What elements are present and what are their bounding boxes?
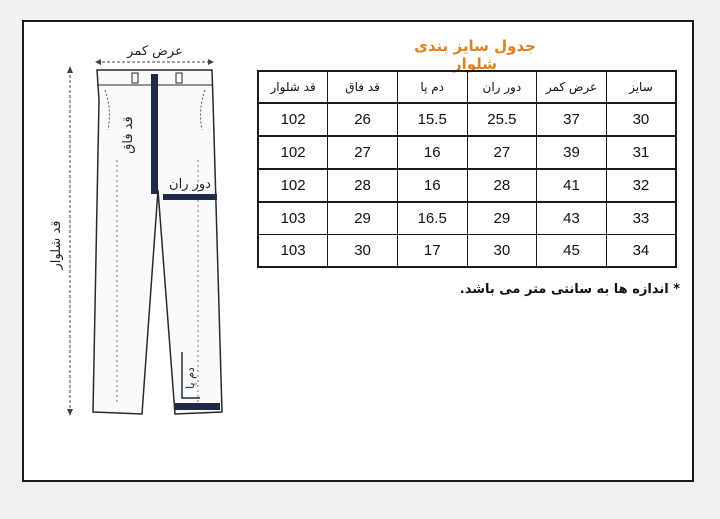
table-cell: 16 [397,169,467,202]
table-cell: 16.5 [397,202,467,235]
table-cell: 28 [328,169,398,202]
table-cell: 16 [397,136,467,169]
table-cell: 27 [467,136,537,169]
chart-title: جدول سایز بندی شلوار [414,37,536,73]
hem-label: دم پا [184,367,197,389]
table-cell: 15.5 [397,103,467,136]
header-length: قد شلوار [258,71,328,103]
table-cell: 28 [467,169,537,202]
table-header-row [258,71,676,103]
thigh-measure-bar [163,194,217,200]
table-row [258,169,676,202]
waist-label: عرض کمر [127,44,183,59]
arrow-up-icon [67,66,73,73]
table-cell: 30 [328,235,398,268]
units-note: * اندازه ها به سانتی متر می باشد. [459,282,680,297]
table-cell: 17 [397,235,467,268]
table-cell: 43 [537,202,607,235]
header-thigh: دور ران [467,71,537,103]
table-cell: 103 [258,235,328,268]
table-cell: 102 [258,169,328,202]
table-cell: 32 [606,169,676,202]
arrow-down-icon [67,409,73,416]
table-cell: 27 [328,136,398,169]
arrow-left-icon [95,59,101,65]
table-cell: 45 [537,235,607,268]
table-cell: 102 [258,136,328,169]
table-cell: 30 [606,103,676,136]
header-rise: قد فاق [328,71,398,103]
table-cell: 39 [537,136,607,169]
table-cell: 29 [328,202,398,235]
table-cell: 41 [537,169,607,202]
header-size: سایز [606,71,676,103]
table-cell: 26 [328,103,398,136]
size-table [257,70,677,268]
length-label: قد شلوار [49,220,64,270]
table-cell: 103 [258,202,328,235]
table-cell: 29 [467,202,537,235]
table-row [258,136,676,169]
table-cell: 102 [258,103,328,136]
table-row [258,103,676,136]
table-cell: 25.5 [467,103,537,136]
table-cell: 34 [606,235,676,268]
rise-measure-bar [151,74,158,194]
table-cell: 31 [606,136,676,169]
arrow-right-icon [208,59,214,65]
table-cell: 37 [537,103,607,136]
rise-label: قد فاق [121,116,136,154]
header-waist: عرض کمر [537,71,607,103]
table-cell: 30 [467,235,537,268]
header-hem: دم پا [397,71,467,103]
hem-measure-bar [175,403,220,410]
table-row [258,202,676,235]
table-cell: 33 [606,202,676,235]
table-row [258,235,676,268]
thigh-label: دور ران [169,177,211,192]
